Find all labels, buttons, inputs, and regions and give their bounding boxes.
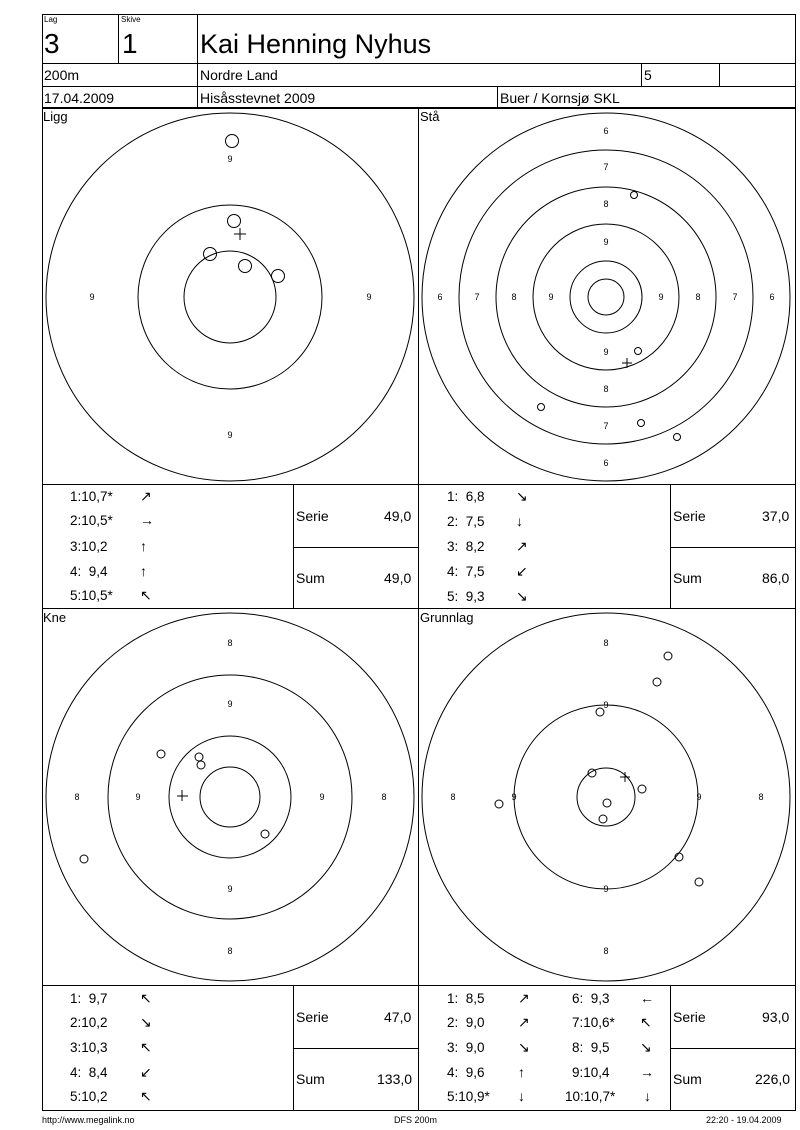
center-mark (622, 358, 632, 368)
shot-direction-icon: ↑ (140, 563, 147, 579)
shot-hole (80, 855, 88, 863)
shot-hole (495, 800, 503, 808)
ring-label: 9 (89, 292, 95, 302)
shooter-name: Kai Henning Nyhus (200, 29, 432, 59)
shot-hole (635, 348, 642, 355)
sum-value: 226,0 (755, 1071, 791, 1087)
serie-label: Serie (673, 1009, 706, 1025)
shot-direction-icon: ↗ (140, 488, 152, 504)
event-name: Hisåsstevnet 2009 (200, 90, 316, 106)
target-kne (46, 613, 414, 981)
shot-direction-icon: ↓ (644, 1088, 651, 1104)
center-mark (177, 790, 188, 801)
sum-label: Sum (673, 1071, 702, 1087)
target-ligg (46, 113, 414, 481)
shot-hole (674, 434, 681, 441)
shot-direction-icon: → (640, 1064, 654, 1080)
ring-label: 9 (227, 154, 233, 164)
shot-hole (695, 878, 703, 886)
shot-hole (197, 761, 205, 769)
shot-direction-icon: ↙ (140, 1064, 152, 1080)
shot-direction-icon: ↖ (140, 1088, 152, 1104)
distance: 200m (44, 67, 80, 83)
shot-direction-icon: ↖ (640, 1014, 652, 1030)
skive-value: 1 (122, 28, 138, 59)
ring-label: 9 (603, 884, 609, 894)
shot-score: 3:10,3 (70, 1040, 108, 1055)
shot-score: 5:10,9* (447, 1089, 490, 1104)
shot-hole (599, 815, 607, 823)
ring-label: 9 (511, 792, 517, 802)
panel-title-kne: Kne (43, 610, 67, 625)
shot-direction-icon: ↓ (518, 1088, 525, 1104)
shot-direction-icon: ↘ (640, 1039, 652, 1055)
sum-value: 133,0 (377, 1071, 413, 1087)
serie-value: 37,0 (762, 508, 790, 524)
shot-score: 4: 8,4 (70, 1065, 108, 1080)
footer-url[interactable]: http://www.megalink.no (42, 1115, 135, 1125)
footer-program: DFS 200m (394, 1115, 438, 1125)
ring-label: 7 (603, 162, 609, 172)
panel-title-sta: Stå (420, 109, 440, 124)
shot-direction-icon: ↗ (518, 1014, 530, 1030)
ring-label: 9 (603, 347, 609, 357)
shot-score: 1: 6,8 (447, 489, 485, 504)
shot-score: 4: 9,6 (447, 1065, 485, 1080)
shot-direction-icon: ↙ (516, 563, 528, 579)
footer-timestamp: 22:20 - 19.04.2009 (706, 1115, 782, 1125)
shot-direction-icon: ↘ (518, 1039, 530, 1055)
ring-label: 8 (74, 792, 80, 802)
shot-hole (261, 830, 269, 838)
ring-label: 8 (603, 199, 609, 209)
serie-label: Serie (296, 1009, 329, 1025)
ring-label: 8 (695, 292, 701, 302)
shot-score: 2:10,5* (70, 513, 113, 528)
shot-score: 2: 7,5 (447, 514, 485, 529)
ring-label: 8 (603, 384, 609, 394)
shot-score: 2:10,2 (70, 1015, 108, 1030)
ring-label: 9 (227, 884, 233, 894)
ring-label: 7 (474, 292, 480, 302)
lag-label: Lag (44, 15, 58, 24)
ring-label: 8 (227, 946, 233, 956)
ring-label: 9 (227, 699, 233, 709)
ring-label: 7 (603, 421, 609, 431)
shot-score: 4: 9,4 (70, 564, 108, 579)
shot-direction-icon: ↗ (518, 990, 530, 1006)
shot-score: 9:10,4 (572, 1065, 610, 1080)
shot-score: 7:10,6* (572, 1015, 615, 1030)
shot-direction-icon: ↖ (140, 990, 152, 1006)
shot-direction-icon: → (140, 512, 154, 528)
shot-score: 2: 9,0 (447, 1015, 485, 1030)
shot-score: 6: 9,3 (572, 991, 610, 1006)
shot-direction-icon: ← (640, 990, 654, 1006)
klasse: 5 (644, 67, 652, 83)
shot-direction-icon: ↑ (140, 538, 147, 554)
target-grunnlag (422, 613, 790, 981)
shot-direction-icon: ↘ (516, 488, 528, 504)
ring-label: 8 (511, 292, 517, 302)
ring-label: 8 (227, 638, 233, 648)
ring-label: 9 (603, 700, 609, 710)
ring-label: 8 (450, 792, 456, 802)
shot-hole (195, 753, 203, 761)
serie-value: 47,0 (384, 1009, 412, 1025)
serie-value: 93,0 (762, 1009, 790, 1025)
shot-direction-icon: ↖ (140, 1039, 152, 1055)
ring-label: 9 (135, 792, 141, 802)
shot-direction-icon: ↖ (140, 587, 152, 603)
shot-hole (653, 678, 661, 686)
sum-value: 49,0 (384, 570, 412, 586)
serie-value: 49,0 (384, 508, 412, 524)
shot-score: 1: 9,7 (70, 991, 108, 1006)
shot-score: 1:10,7* (70, 489, 113, 504)
serie-label: Serie (673, 508, 706, 524)
panel-title-grunnlag: Grunnlag (420, 610, 474, 625)
sum-label: Sum (296, 1071, 325, 1087)
ring-label: 6 (603, 126, 609, 136)
shot-hole (226, 135, 239, 148)
shot-hole (157, 750, 165, 758)
shot-score: 5: 9,3 (447, 589, 485, 604)
shot-direction-icon: ↓ (516, 513, 523, 529)
panel-title-ligg: Ligg (43, 109, 68, 124)
shot-hole (239, 260, 252, 273)
ring-label: 9 (227, 430, 233, 440)
ring-label: 7 (732, 292, 738, 302)
lag-value: 3 (44, 28, 60, 59)
ring-label: 8 (381, 792, 387, 802)
shot-score: 3:10,2 (70, 539, 108, 554)
ring-label: 9 (548, 292, 554, 302)
center-mark (620, 772, 630, 782)
shot-direction-icon: ↘ (516, 588, 528, 604)
club: Nordre Land (200, 67, 278, 83)
shot-hole (538, 404, 545, 411)
serie-label: Serie (296, 508, 329, 524)
shot-hole (638, 785, 646, 793)
shot-hole (228, 215, 241, 228)
shot-score: 3: 8,2 (447, 539, 485, 554)
ring-label: 6 (769, 292, 775, 302)
shot-hole (631, 192, 638, 199)
ring-label: 8 (758, 792, 764, 802)
ring-label: 9 (603, 237, 609, 247)
ring-label: 8 (603, 946, 609, 956)
shot-score: 3: 9,0 (447, 1040, 485, 1055)
shot-score: 5:10,5* (70, 588, 113, 603)
shot-direction-icon: ↗ (516, 538, 528, 554)
shot-score: 1: 8,5 (447, 991, 485, 1006)
shot-hole (272, 270, 285, 283)
range-name: Buer / Kornsjø SKL (500, 90, 620, 106)
shot-direction-icon: ↑ (518, 1064, 525, 1080)
shot-hole (664, 652, 672, 660)
date: 17.04.2009 (44, 90, 115, 106)
shot-hole (638, 420, 645, 427)
sum-label: Sum (296, 570, 325, 586)
center-mark (234, 228, 246, 240)
sum-label: Sum (673, 570, 702, 586)
ring-label: 9 (658, 292, 664, 302)
ring-label: 6 (603, 458, 609, 468)
ring-label: 6 (437, 292, 443, 302)
ring-label: 9 (696, 792, 702, 802)
shot-direction-icon: ↘ (140, 1014, 152, 1030)
skive-label: Skive (121, 15, 141, 24)
ring-label: 9 (319, 792, 325, 802)
ring-label: 9 (366, 292, 372, 302)
shot-score: 8: 9,5 (572, 1040, 610, 1055)
shot-hole (603, 799, 611, 807)
shot-score: 10:10,7* (565, 1089, 616, 1104)
ring-label: 8 (603, 638, 609, 648)
shot-score: 4: 7,5 (447, 564, 485, 579)
sum-value: 86,0 (762, 570, 790, 586)
shot-score: 5:10,2 (70, 1089, 108, 1104)
